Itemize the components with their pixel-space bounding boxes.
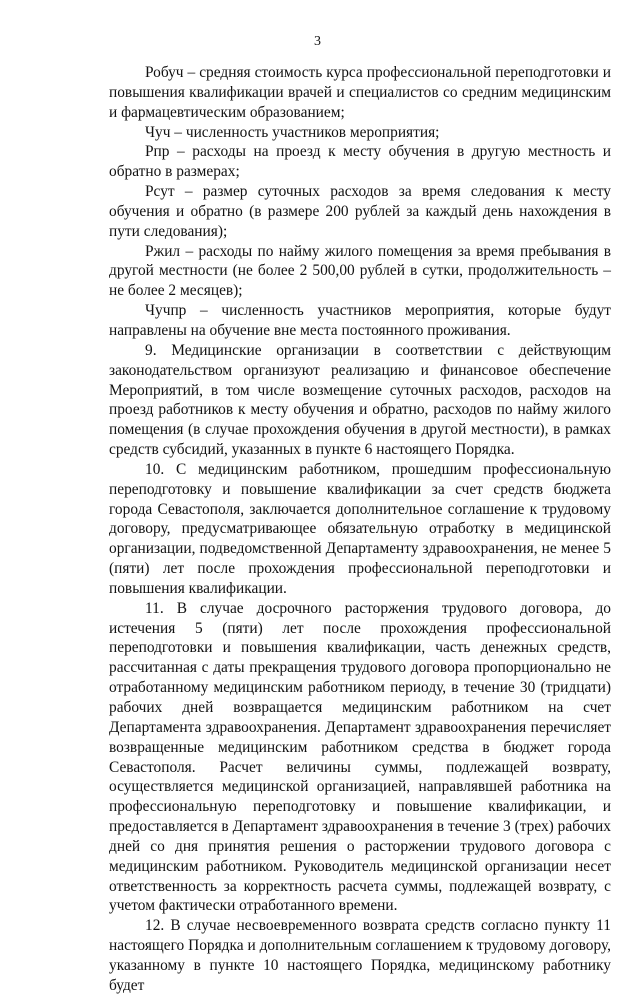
paragraph-clause-11: 11. В случае досрочного расторжения трудового договора, до истечения 5 (пяти) лет после прохождения профессиональной переподготовки и повышения квалификации, часть денежных средств, рассчитанная с даты прекращения трудового договора пропорционально не отработанному медицинским работником периоду, в течение 30 (тридцати) рабочих дней возвращается медицинским работником на счет Департамента здравоохранения. Департамент здравоохранения перечисляет возвращенные медицинским работником средства в бюджет города Севастополя. Расчет величины суммы, подлежащей возврату, осуществляется медицинской организацией, направлявшей работника на профессиональную переподготовку и повышение квалификации, и предоставляется в Департамент здравоохранения в течение 3 (трех) рабочих дней со дня принятия решения о расторжении трудового договора с медицинским работником. Руководитель медицинской организации несет ответственность за корректность расчета суммы, подлежащей возврату, с учетом фактически отработанного времени. <box>109 599 611 915</box>
paragraph-chuchpr: Чучпр – численность участников мероприятия, которые будут направлены на обучение вне места постоянного проживания. <box>109 302 611 339</box>
paragraph-clause-9: 9. Медицинские организации в соответствии с действующим законодательством организуют реализацию и финансовое обеспечение Мероприятий, в том числе возмещение суточных расходов, расходов на проезд работников к месту обучения и обратно, расходов по найму жилого помещения (в случае прохождения обучения в другой местности), в рамках средств субсидий, указанных в пункте 6 настоящего Порядка. <box>109 341 611 459</box>
paragraph-rpr: Рпр – расходы на проезд к месту обучения в другую местность и обратно в размерах; <box>109 143 611 181</box>
paragraph-chuch: Чуч – численность участников мероприятия; <box>145 123 440 141</box>
paragraph-robuch: Робуч – средняя стоимость курса профессиональной переподготовки и повышения квалификации врачей и специалистов со средним медицинским и фармацевтическим образованием; <box>109 64 611 121</box>
paragraph-rsut: Рсут – размер суточных расходов за время следования к месту обучения и обратно (в размере 200 рублей за каждый день нахождения в пути следования); <box>109 183 611 240</box>
document-body <box>109 63 611 996</box>
paragraph-clause-10: 10. С медицинским работником, прошедшим профессиональную переподготовку и повышение квалификации за счет средств бюджета города Севастополя, заключается дополнительное соглашение к трудовому договору, предусматривающее обязательную отработку в медицинской организации, подведомственной Департаменту здравоохранения, не менее 5 (пяти) лет после прохождения профессиональной переподготовки и повышения квалификации. <box>109 460 611 597</box>
paragraph-clause-12: 12. В случае несвоевременного возврата средств согласно пункту 11 настоящего Порядка и дополнительным соглашением к трудовому договору, указанному в пункте 10 настоящего Порядка, медицинскому работнику будет <box>109 917 611 994</box>
paragraph-rzhil: Ржил – расходы по найму жилого помещения за время пребывания в другой местности (не более 2 500,00 рублей в сутки, продолжительность – не более 2 месяцев); <box>109 242 611 300</box>
page-number: 3 <box>314 34 321 49</box>
